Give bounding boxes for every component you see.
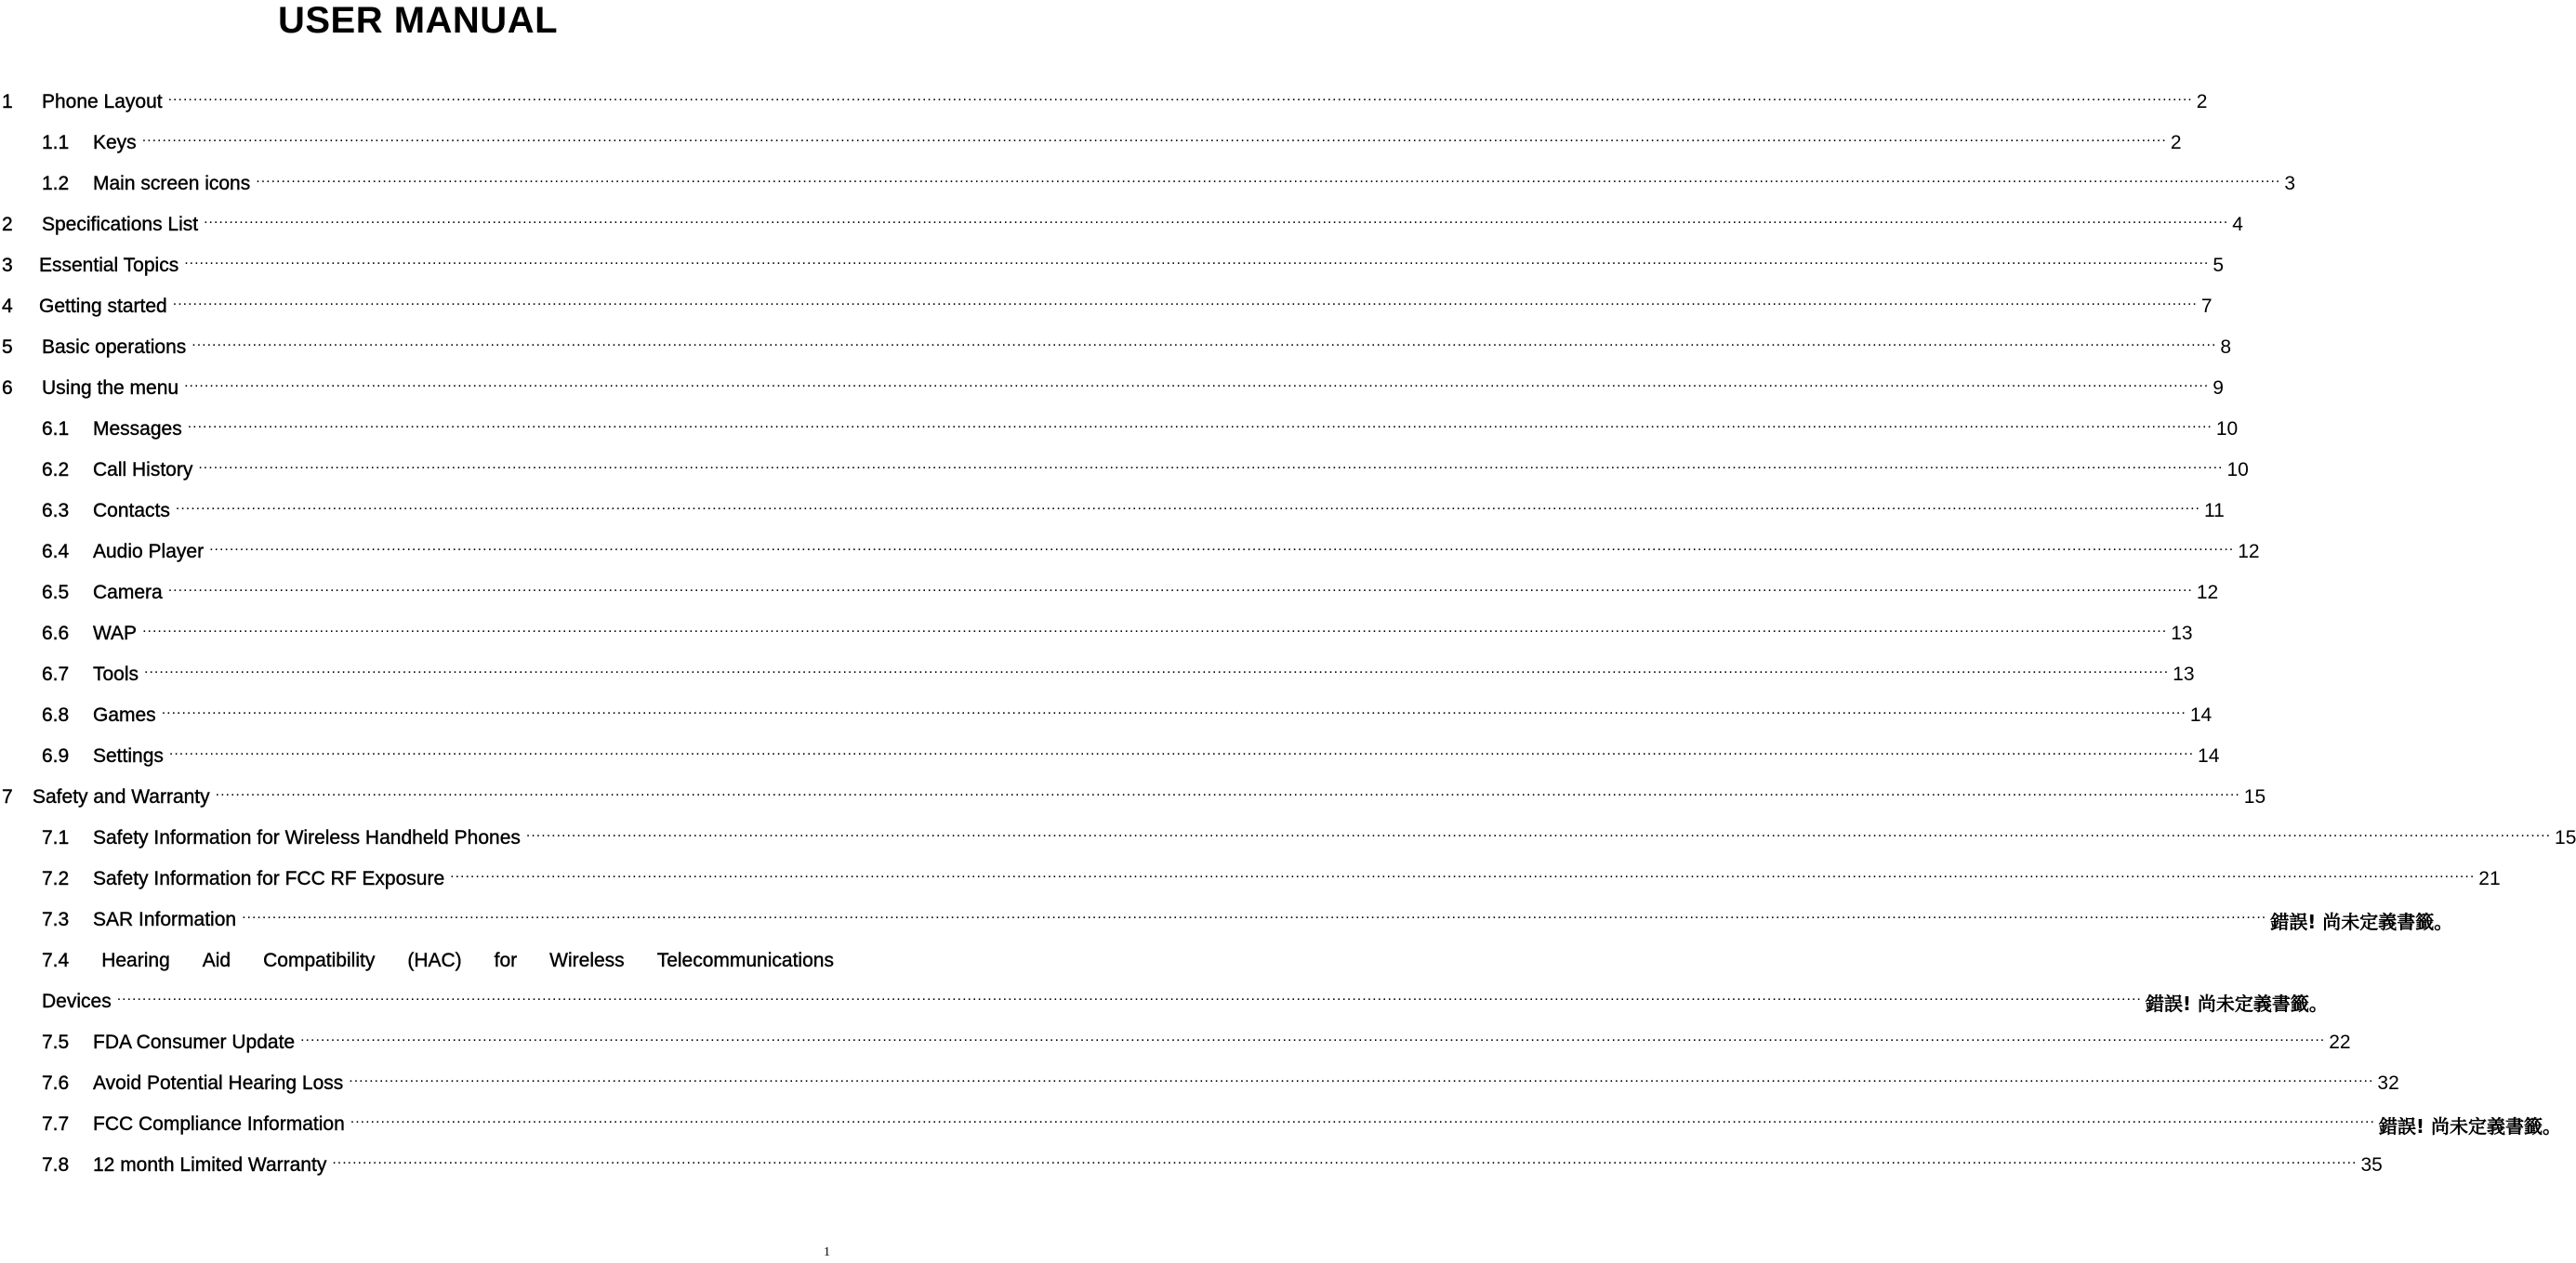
toc-page: 10 bbox=[2226, 459, 2249, 480]
toc-number: 6.3 bbox=[42, 500, 70, 521]
toc-number: 3 bbox=[2, 255, 13, 276]
toc-entry[interactable] bbox=[0, 859, 2501, 900]
toc-entry[interactable] bbox=[0, 777, 2266, 818]
toc-entry[interactable] bbox=[0, 204, 2243, 245]
toc-entry[interactable] bbox=[0, 613, 2193, 654]
toc-label: Essential Topics bbox=[39, 255, 179, 276]
toc-page: 9 bbox=[2213, 377, 2224, 399]
toc-page: 3 bbox=[2284, 173, 2296, 194]
toc-entry[interactable] bbox=[0, 572, 2219, 613]
toc-number: 4 bbox=[2, 296, 13, 317]
toc-entry[interactable] bbox=[0, 695, 2213, 736]
toc-word: Compatibility bbox=[263, 950, 376, 971]
toc-entry[interactable] bbox=[0, 82, 2208, 123]
toc-leader: ................................................................................................................................................................................................................................................................................................................................................................................................................ bbox=[175, 497, 2200, 513]
toc-page: 2 bbox=[2170, 132, 2182, 153]
toc-page: 32 bbox=[2377, 1072, 2399, 1094]
toc-number: 7.1 bbox=[42, 827, 70, 849]
toc-entry[interactable] bbox=[0, 245, 2225, 286]
toc-label: Call History bbox=[93, 459, 193, 480]
toc-leader: ................................................................................................................................................................................................................................................................................................................................................................................................................ bbox=[349, 1070, 2374, 1085]
toc-page: 11 bbox=[2204, 500, 2225, 521]
toc-label: Contacts bbox=[93, 500, 170, 521]
toc-leader: ................................................................................................................................................................................................................................................................................................................................................................................................................ bbox=[242, 906, 2267, 922]
toc-page: 10 bbox=[2215, 418, 2239, 440]
toc-word: 7.4 bbox=[42, 950, 70, 971]
toc-label: Basic operations bbox=[42, 336, 187, 358]
toc-label: Safety Information for FCC RF Exposure bbox=[93, 868, 445, 889]
toc-label: Main screen icons bbox=[93, 173, 251, 194]
toc-number: 6.1 bbox=[42, 418, 70, 440]
toc-number: 6.8 bbox=[42, 704, 70, 726]
toc-leader: ................................................................................................................................................................................................................................................................................................................................................................................................................ bbox=[167, 579, 2193, 595]
toc-label: Phone Layout bbox=[42, 91, 163, 112]
toc-label: Avoid Potential Hearing Loss bbox=[93, 1072, 344, 1094]
toc-entry[interactable] bbox=[0, 1022, 2351, 1063]
toc-page: 14 bbox=[2198, 745, 2220, 767]
toc-leader: ................................................................................................................................................................................................................................................................................................................................................................................................................ bbox=[450, 865, 2476, 881]
toc-page: 14 bbox=[2189, 704, 2213, 726]
toc-word: Hearing bbox=[101, 950, 170, 971]
toc-number: 6.2 bbox=[42, 459, 70, 480]
toc-entry[interactable] bbox=[0, 286, 2213, 327]
toc-label: Getting started bbox=[39, 296, 167, 317]
page-number: 1 bbox=[824, 1245, 830, 1259]
toc-entry[interactable] bbox=[0, 818, 2576, 859]
toc-number: 7.5 bbox=[42, 1032, 70, 1053]
toc-leader: ................................................................................................................................................................................................................................................................................................................................................................................................................ bbox=[332, 1151, 2358, 1167]
toc-number: 7.6 bbox=[42, 1072, 70, 1094]
toc-number: 6.9 bbox=[42, 745, 70, 767]
toc-number: 6.6 bbox=[42, 623, 70, 644]
toc-number: 1.2 bbox=[42, 173, 70, 194]
toc-number: 6.4 bbox=[42, 541, 70, 562]
toc-entry[interactable] bbox=[0, 491, 2225, 532]
toc-page: 4 bbox=[2232, 214, 2243, 235]
toc-word: (HAC) bbox=[407, 950, 462, 971]
toc-leader: ................................................................................................................................................................................................................................................................................................................................................................................................................ bbox=[256, 170, 2281, 186]
toc-label: Using the menu bbox=[42, 377, 179, 399]
toc-leader: ................................................................................................................................................................................................................................................................................................................................................................................................................ bbox=[184, 252, 2210, 268]
toc-page: 15 bbox=[2243, 786, 2266, 808]
toc-label: Audio Player bbox=[93, 541, 205, 562]
toc-entry[interactable] bbox=[0, 1145, 2383, 1186]
toc-number: 5 bbox=[2, 336, 13, 358]
toc-entry[interactable] bbox=[0, 900, 2453, 941]
toc-label: Tools bbox=[93, 664, 139, 685]
toc-label: 12 month Limited Warranty bbox=[93, 1154, 327, 1176]
toc-label: Messages bbox=[93, 418, 182, 440]
toc-entry[interactable] bbox=[0, 736, 2220, 777]
toc-page: 22 bbox=[2329, 1032, 2351, 1053]
toc-label: Safety Information for Wireless Handheld Phones bbox=[93, 827, 521, 849]
toc-label: WAP bbox=[93, 623, 138, 644]
toc-label: Specifications List bbox=[42, 214, 199, 235]
toc-leader: ................................................................................................................................................................................................................................................................................................................................................................................................................ bbox=[204, 211, 2229, 227]
toc-entry[interactable] bbox=[0, 123, 2182, 164]
toc-leader: ................................................................................................................................................................................................................................................................................................................................................................................................................ bbox=[161, 702, 2186, 717]
toc-entry[interactable] bbox=[0, 1104, 2561, 1145]
toc-label: Camera bbox=[93, 582, 163, 603]
toc-word: for bbox=[494, 950, 518, 971]
document-title: USER MANUAL bbox=[277, 0, 559, 41]
toc-number: 6 bbox=[2, 377, 13, 399]
toc-leader: ................................................................................................................................................................................................................................................................................................................................................................................................................ bbox=[198, 456, 2224, 472]
toc-leader: ................................................................................................................................................................................................................................................................................................................................................................................................................ bbox=[168, 743, 2195, 758]
toc-label: Devices bbox=[42, 991, 112, 1012]
toc-leader: ................................................................................................................................................................................................................................................................................................................................................................................................................ bbox=[215, 783, 2240, 799]
toc-leader: ................................................................................................................................................................................................................................................................................................................................................................................................................ bbox=[142, 620, 2168, 636]
toc-entry[interactable] bbox=[0, 532, 2260, 572]
toc-page: 21 bbox=[2478, 868, 2501, 889]
toc-number: 6.5 bbox=[42, 582, 70, 603]
toc-entry[interactable] bbox=[0, 368, 2224, 409]
toc-page-error: 錯誤! 尚未定義書籤。 bbox=[2378, 1114, 2561, 1138]
toc-number: 7.7 bbox=[42, 1113, 70, 1135]
toc-label: Games bbox=[93, 704, 156, 726]
toc-leader: ................................................................................................................................................................................................................................................................................................................................................................................................................ bbox=[525, 824, 2552, 840]
toc-leader: ................................................................................................................................................................................................................................................................................................................................................................................................................ bbox=[184, 375, 2210, 390]
toc-leader: ................................................................................................................................................................................................................................................................................................................................................................................................................ bbox=[300, 1029, 2326, 1045]
toc-page-error: 錯誤! 尚未定義書籤。 bbox=[2145, 992, 2328, 1015]
toc-leader: ................................................................................................................................................................................................................................................................................................................................................................................................................ bbox=[141, 129, 2167, 145]
toc-leader: ................................................................................................................................................................................................................................................................................................................................................................................................................ bbox=[144, 661, 2170, 677]
toc-page: 13 bbox=[2171, 623, 2193, 644]
toc-label: Settings bbox=[93, 745, 164, 767]
toc-leader: ................................................................................................................................................................................................................................................................................................................................................................................................................ bbox=[192, 334, 2217, 349]
toc-number: 1 bbox=[2, 91, 13, 112]
toc-page: 2 bbox=[2196, 91, 2208, 112]
toc-number: 7 bbox=[2, 786, 13, 808]
toc-page: 15 bbox=[2555, 827, 2576, 849]
toc-page: 12 bbox=[2196, 582, 2219, 603]
toc-word: Aid bbox=[202, 950, 231, 971]
toc-entry[interactable] bbox=[0, 327, 2232, 368]
toc-page: 13 bbox=[2173, 664, 2195, 685]
toc-number: 2 bbox=[2, 214, 13, 235]
toc-word: Wireless bbox=[549, 950, 625, 971]
toc-label: FCC Compliance Information bbox=[93, 1113, 345, 1135]
toc-number: 7.8 bbox=[42, 1154, 70, 1176]
toc-leader: ................................................................................................................................................................................................................................................................................................................................................................................................................ bbox=[116, 988, 2142, 1004]
toc-entry[interactable] bbox=[0, 1063, 2399, 1104]
toc-leader: ................................................................................................................................................................................................................................................................................................................................................................................................................ bbox=[167, 88, 2193, 104]
toc-page-error: 錯誤! 尚未定義書籤。 bbox=[2270, 910, 2453, 933]
toc-number: 1.1 bbox=[42, 132, 70, 153]
toc-page: 12 bbox=[2238, 541, 2260, 562]
toc-entry[interactable] bbox=[0, 409, 2239, 450]
toc-leader: ................................................................................................................................................................................................................................................................................................................................................................................................................ bbox=[350, 1111, 2375, 1126]
toc-entry[interactable] bbox=[0, 654, 2195, 695]
toc-entry[interactable] bbox=[0, 164, 2296, 204]
toc-page: 8 bbox=[2220, 336, 2232, 358]
toc-word: Telecommunications bbox=[656, 950, 834, 971]
toc-number: 6.7 bbox=[42, 664, 70, 685]
toc-label: Safety and Warranty bbox=[33, 786, 210, 808]
toc-page: 5 bbox=[2213, 255, 2225, 276]
toc-number: 7.2 bbox=[42, 868, 70, 889]
toc-page: 35 bbox=[2360, 1154, 2383, 1176]
toc-label: Keys bbox=[93, 132, 137, 153]
toc-entry-7-4-line2[interactable] bbox=[0, 981, 2328, 1022]
toc-page: 7 bbox=[2200, 296, 2213, 317]
toc-label: FDA Consumer Update bbox=[93, 1032, 296, 1053]
toc-entry[interactable] bbox=[0, 450, 2249, 491]
toc-leader: ................................................................................................................................................................................................................................................................................................................................................................................................................ bbox=[209, 538, 2235, 554]
toc-label: SAR Information bbox=[93, 909, 237, 930]
toc-entry-7-4-line1[interactable] bbox=[0, 941, 836, 981]
toc-leader: ................................................................................................................................................................................................................................................................................................................................................................................................................ bbox=[172, 293, 2198, 309]
toc-leader: ................................................................................................................................................................................................................................................................................................................................................................................................................ bbox=[187, 415, 2213, 431]
toc-number: 7.3 bbox=[42, 909, 70, 930]
